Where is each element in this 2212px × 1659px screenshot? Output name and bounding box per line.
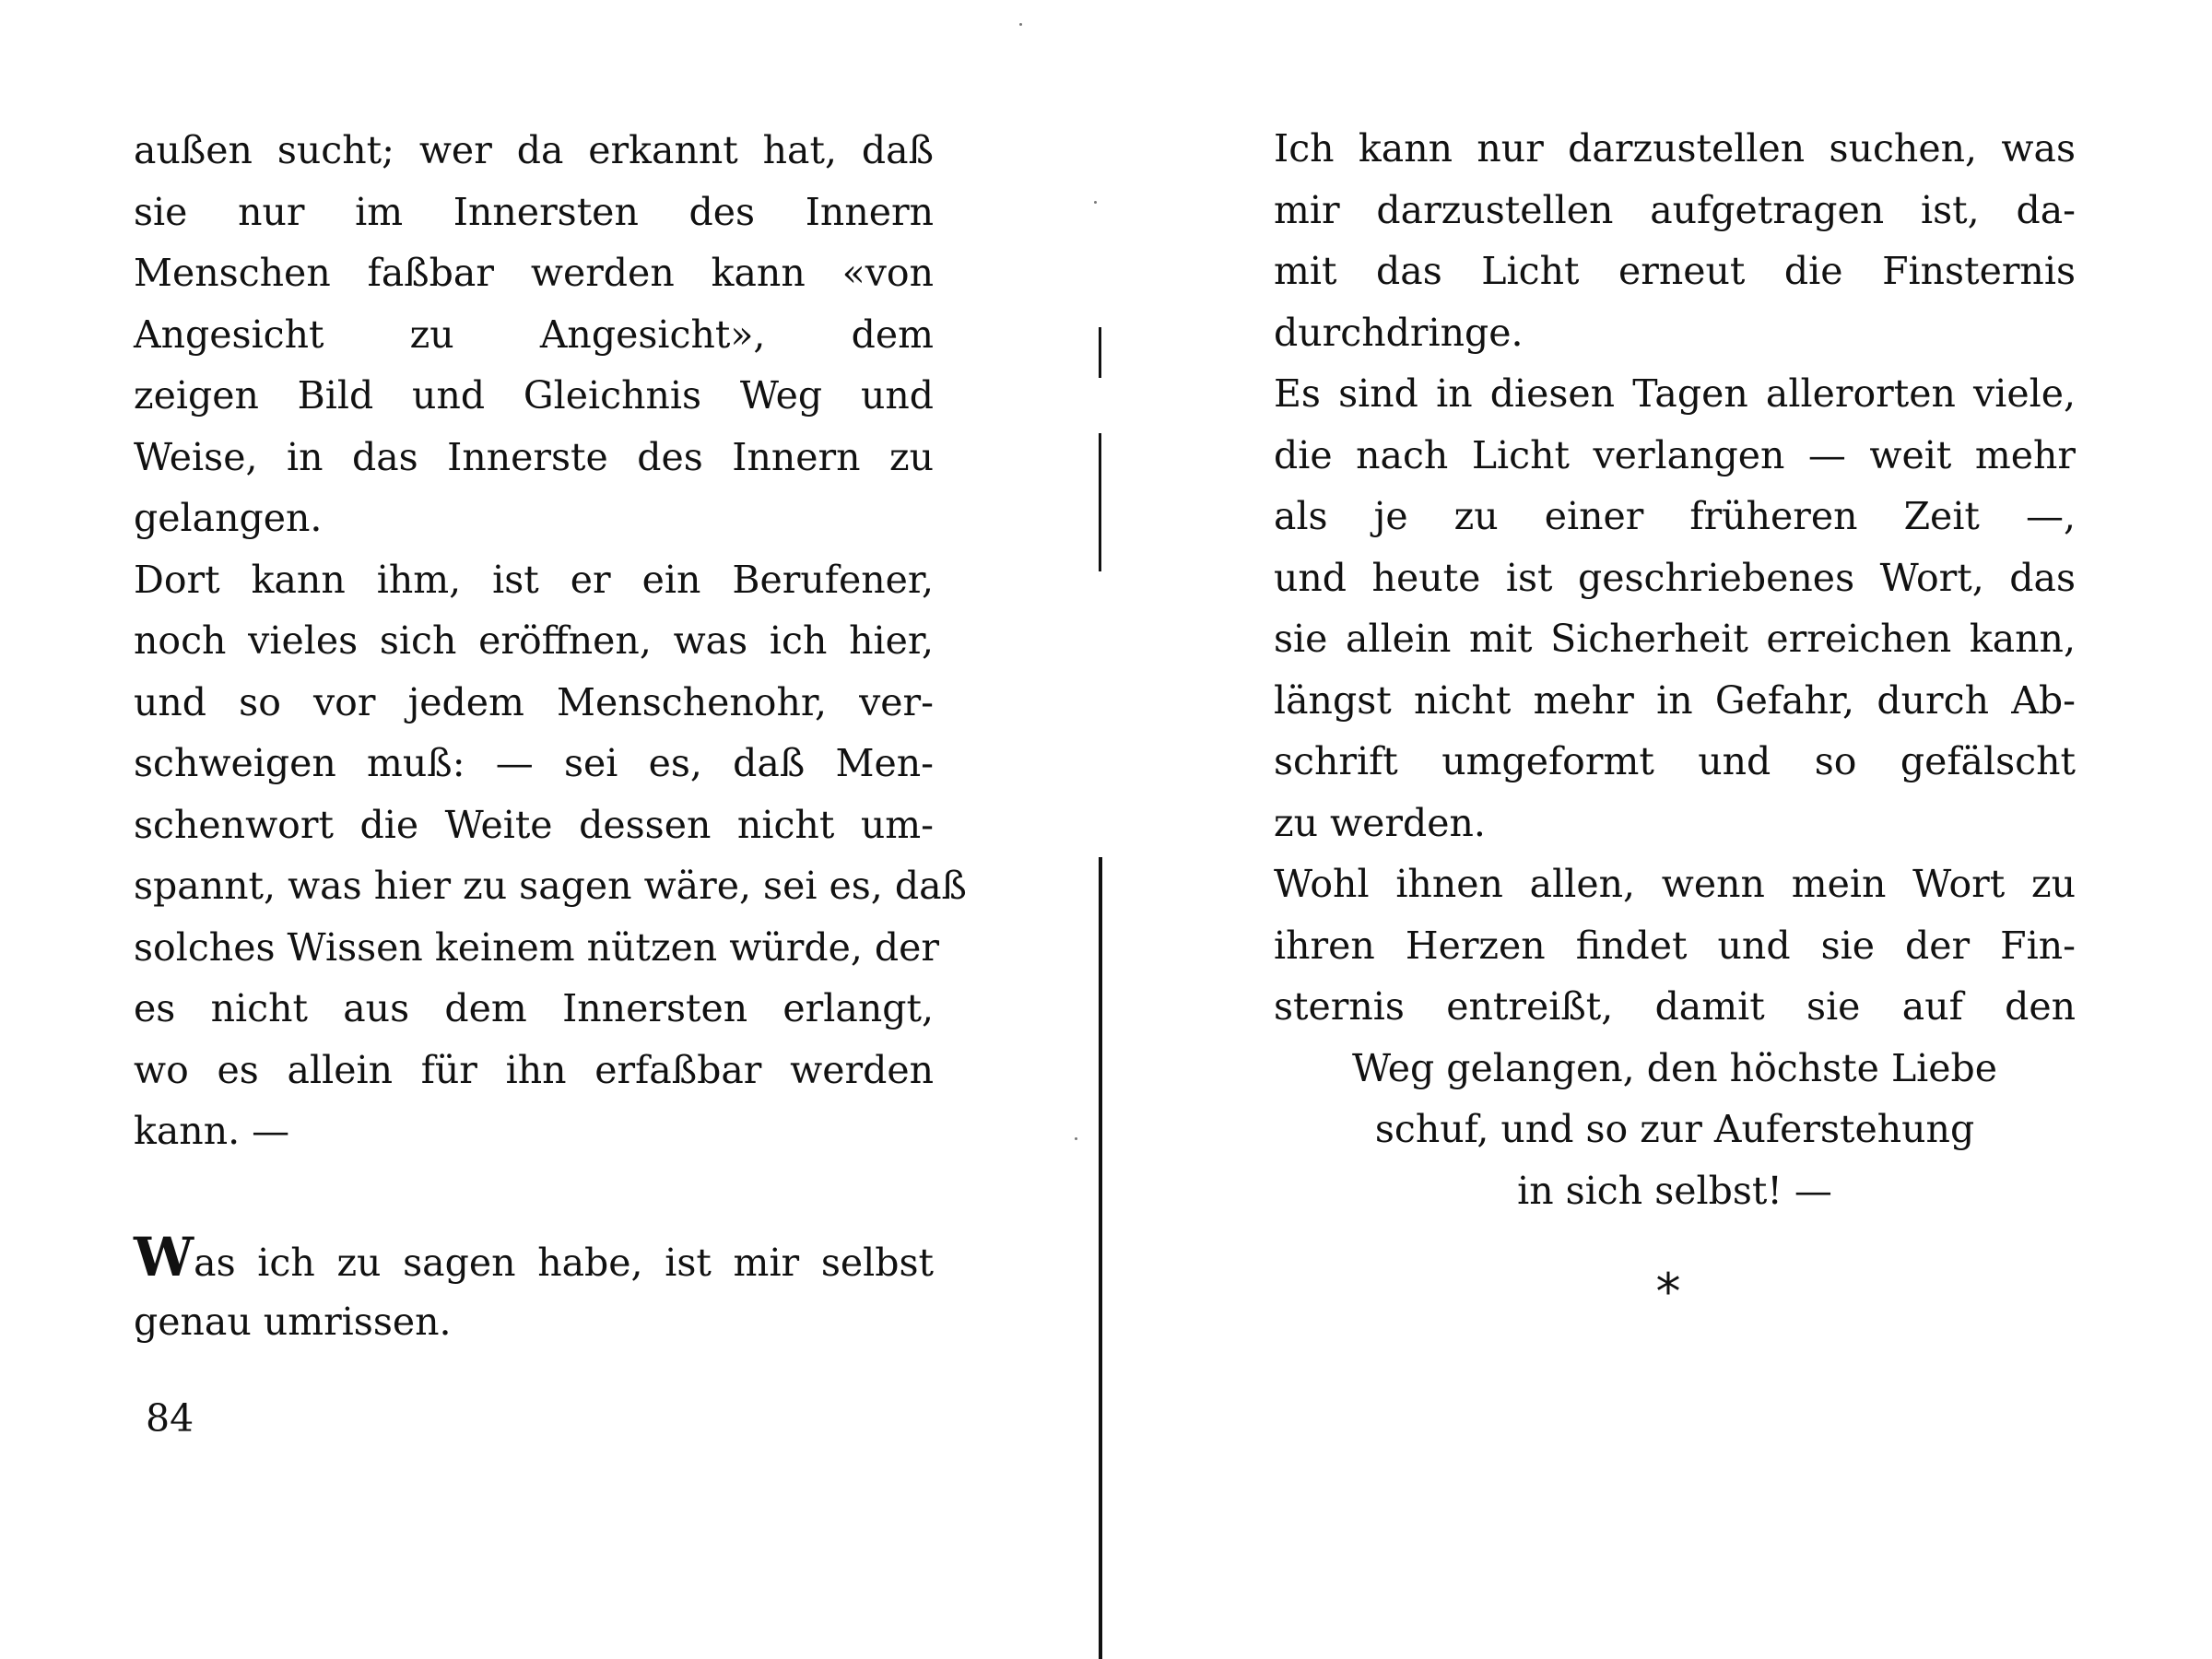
asterisk-ornament: * (1655, 1263, 1681, 1321)
text-line: und heute ist geschriebenes Wort, das (1274, 555, 2076, 600)
text-line-with-initial (134, 1225, 934, 1292)
text-line: zeigen Bild und Gleichnis Weg und (134, 373, 934, 418)
text-line: ihren Herzen findet und sie der Fin- (1274, 923, 2076, 968)
left-page-text (134, 120, 967, 1353)
text-line: schweigen muß: — sei es, daß Men- (134, 741, 934, 785)
text-line: durchdringe. (1274, 310, 1524, 355)
text-line: Dort kann ihm, ist er ein Berufener, (134, 557, 934, 602)
scan-speck (1019, 23, 1022, 26)
text-line: sie allein mit Sicherheit erreichen kann, (1274, 617, 2076, 661)
drop-initial: W (134, 1225, 194, 1288)
text-line: Wohl ihnen allen, wenn mein Wort zu (1274, 862, 2076, 906)
text-line-rest: as ich zu sagen habe, ist mir selbst (194, 1240, 934, 1285)
text-line: solches Wissen keinem nützen würde, der (134, 924, 940, 970)
centered-text-line: schuf, und so zur Auferstehung (1374, 1107, 1975, 1151)
text-line: sternis entreißt, damit sie auf den (1274, 984, 2076, 1029)
right-page-text (1274, 118, 2076, 1221)
scan-speck (1075, 1137, 1077, 1140)
text-line: Ich kann nur darzustellen suchen, was (1274, 126, 2076, 171)
section-gap (134, 1162, 934, 1230)
text-line: mir darzustellen aufgetragen ist, da- (1274, 187, 2076, 232)
text-line: und so vor jedem Menschenohr, ver- (134, 679, 934, 724)
gutter-line (1099, 857, 1102, 1659)
scan-speck (1094, 201, 1097, 204)
text-line: Es sind in diesen Tagen allerorten viele, (1274, 371, 2076, 416)
text-line: es nicht aus dem Innersten erlangt, (134, 986, 934, 1030)
text-line: wo es allein für ihn erfaßbar werden (134, 1047, 934, 1092)
text-line: gelangen. (134, 496, 323, 540)
text-line: zu werden. (1274, 800, 1486, 845)
centered-text-line: Weg gelangen, den höchste Liebe (1351, 1045, 1998, 1090)
page-number: 84 (146, 1396, 194, 1441)
centered-text-line: in sich selbst! — (1517, 1168, 1832, 1213)
text-line: mit das Licht erneut die Finsternis (1274, 249, 2076, 293)
gutter-line (1099, 327, 1101, 378)
text-line: Angesicht zu Angesicht», dem (134, 312, 934, 357)
text-line: als je zu einer früheren Zeit —, (1274, 494, 2076, 538)
text-line: schrift umgeformt und so gefälscht (1274, 739, 2076, 783)
text-line: Menschen faßbar werden kann «von (134, 251, 934, 295)
text-line: genau umrissen. (134, 1300, 452, 1344)
gutter-line (1099, 433, 1101, 571)
text-line: Weise, in das Innerste des Innern zu (134, 434, 934, 479)
text-line: außen sucht; wer da erkannt hat, daß (134, 128, 934, 172)
text-line: längst nicht mehr in Gefahr, durch Ab- (1274, 677, 2076, 723)
text-line: sie nur im Innersten des Innern (134, 189, 934, 234)
text-line: kann. — (134, 1109, 290, 1153)
text-line: spannt, was hier zu sagen wäre, sei es, daß (134, 864, 967, 908)
text-line: noch vieles sich eröffnen, was ich hier, (134, 618, 934, 663)
left-page (0, 0, 1097, 1659)
text-line: schenwort die Weite dessen nicht um- (134, 802, 934, 847)
text-line: die nach Licht verlangen — weit mehr (1274, 432, 2076, 477)
